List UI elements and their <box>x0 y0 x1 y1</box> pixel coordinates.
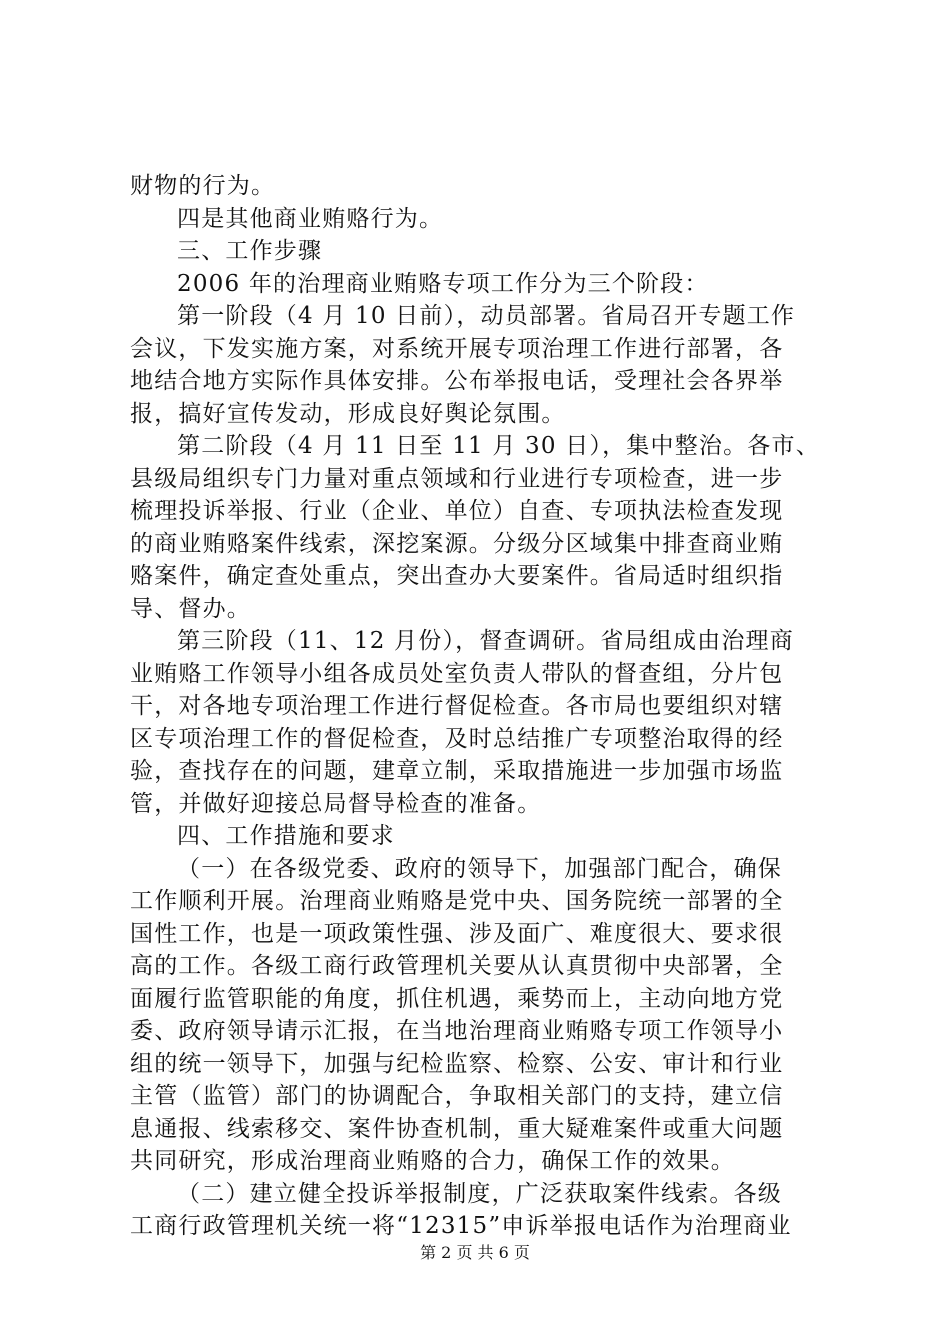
page-number-footer: 第 2 页 共 6 页 <box>420 1243 530 1262</box>
text-line: （二）建立健全投诉举报制度，广泛获取案件线索。各级 <box>177 1180 782 1207</box>
text-line: 地结合地方实际作具体安排。公布举报电话，受理社会各界举 <box>130 368 784 394</box>
text-line: 国性工作，也是一项政策性强、涉及面广、难度很大、要求很 <box>130 920 784 947</box>
text-line: 梳理投诉举报、行业（企业、单位）自查、专项执法检查发现 <box>130 498 784 524</box>
section-heading: 四、工作措施和要求 <box>177 823 395 849</box>
text-line: 四是其他商业贿赂行为。 <box>177 205 444 232</box>
text-line: 财物的行为。 <box>130 173 276 199</box>
text-line: 主管（监管）部门的协调配合，争取相关部门的支持，建立信 <box>130 1083 784 1109</box>
text-line: 第一阶段（4 月 10 日前），动员部署。省局召开专题工作 <box>177 303 796 329</box>
text-line: 业贿赂工作领导小组各成员处室负责人带队的督查组，分片包 <box>130 660 784 687</box>
text-line: 共同研究，形成治理商业贿赂的合力，确保工作的效果。 <box>130 1148 735 1174</box>
text-line: 验，查找存在的问题，建章立制，采取措施进一步加强市场监 <box>130 758 784 784</box>
text-line: 2006 年的治理商业贿赂专项工作分为三个阶段： <box>177 270 709 297</box>
section-heading: 三、工作步骤 <box>177 238 323 264</box>
text-line: 高的工作。各级工商行政管理机关要从认真贯彻中央部署，全 <box>130 953 784 979</box>
text-line: 息通报、线索移交、案件协查机制，重大疑难案件或重大问题 <box>130 1115 784 1142</box>
text-line: 干，对各地专项治理工作进行督促检查。各市局也要组织对辖 <box>130 693 784 719</box>
text-line: 工商行政管理机关统一将“12315”申诉举报电话作为治理商业 <box>130 1213 792 1239</box>
text-line: （一）在各级党委、政府的领导下，加强部门配合，确保 <box>177 855 782 882</box>
text-line: 会议，下发实施方案，对系统开展专项治理工作进行部署，各 <box>130 335 784 362</box>
document-body <box>130 170 830 1243</box>
text-line: 面履行监管职能的角度，抓住机遇，乘势而上，主动向地方党 <box>130 985 784 1012</box>
text-line: 委、政府领导请示汇报，在当地治理商业贿赂专项工作领导小 <box>130 1018 784 1044</box>
text-line: 第二阶段（4 月 11 日至 11 月 30 日），集中整治。各市、 <box>177 433 820 459</box>
text-line: 报，搞好宣传发动，形成良好舆论氛围。 <box>130 400 566 427</box>
text-line: 区专项治理工作的督促检查，及时总结推广专项整治取得的经 <box>130 725 784 752</box>
text-line: 的商业贿赂案件线索，深挖案源。分级分区域集中排查商业贿 <box>130 530 784 557</box>
text-line: 工作顺利开展。治理商业贿赂是党中央、国务院统一部署的全 <box>130 888 784 914</box>
text-line: 第三阶段（11、12 月份），督查调研。省局组成由治理商 <box>177 628 794 654</box>
text-line: 组的统一领导下，加强与纪检监察、检察、公安、审计和行业 <box>130 1050 784 1077</box>
text-line: 导、督办。 <box>130 595 251 622</box>
text-line: 县级局组织专门力量对重点领域和行业进行专项检查，进一步 <box>130 465 784 492</box>
text-line: 管，并做好迎接总局督导检查的准备。 <box>130 790 542 817</box>
text-line: 赂案件，确定查处重点，突出查办大要案件。省局适时组织指 <box>130 563 784 589</box>
